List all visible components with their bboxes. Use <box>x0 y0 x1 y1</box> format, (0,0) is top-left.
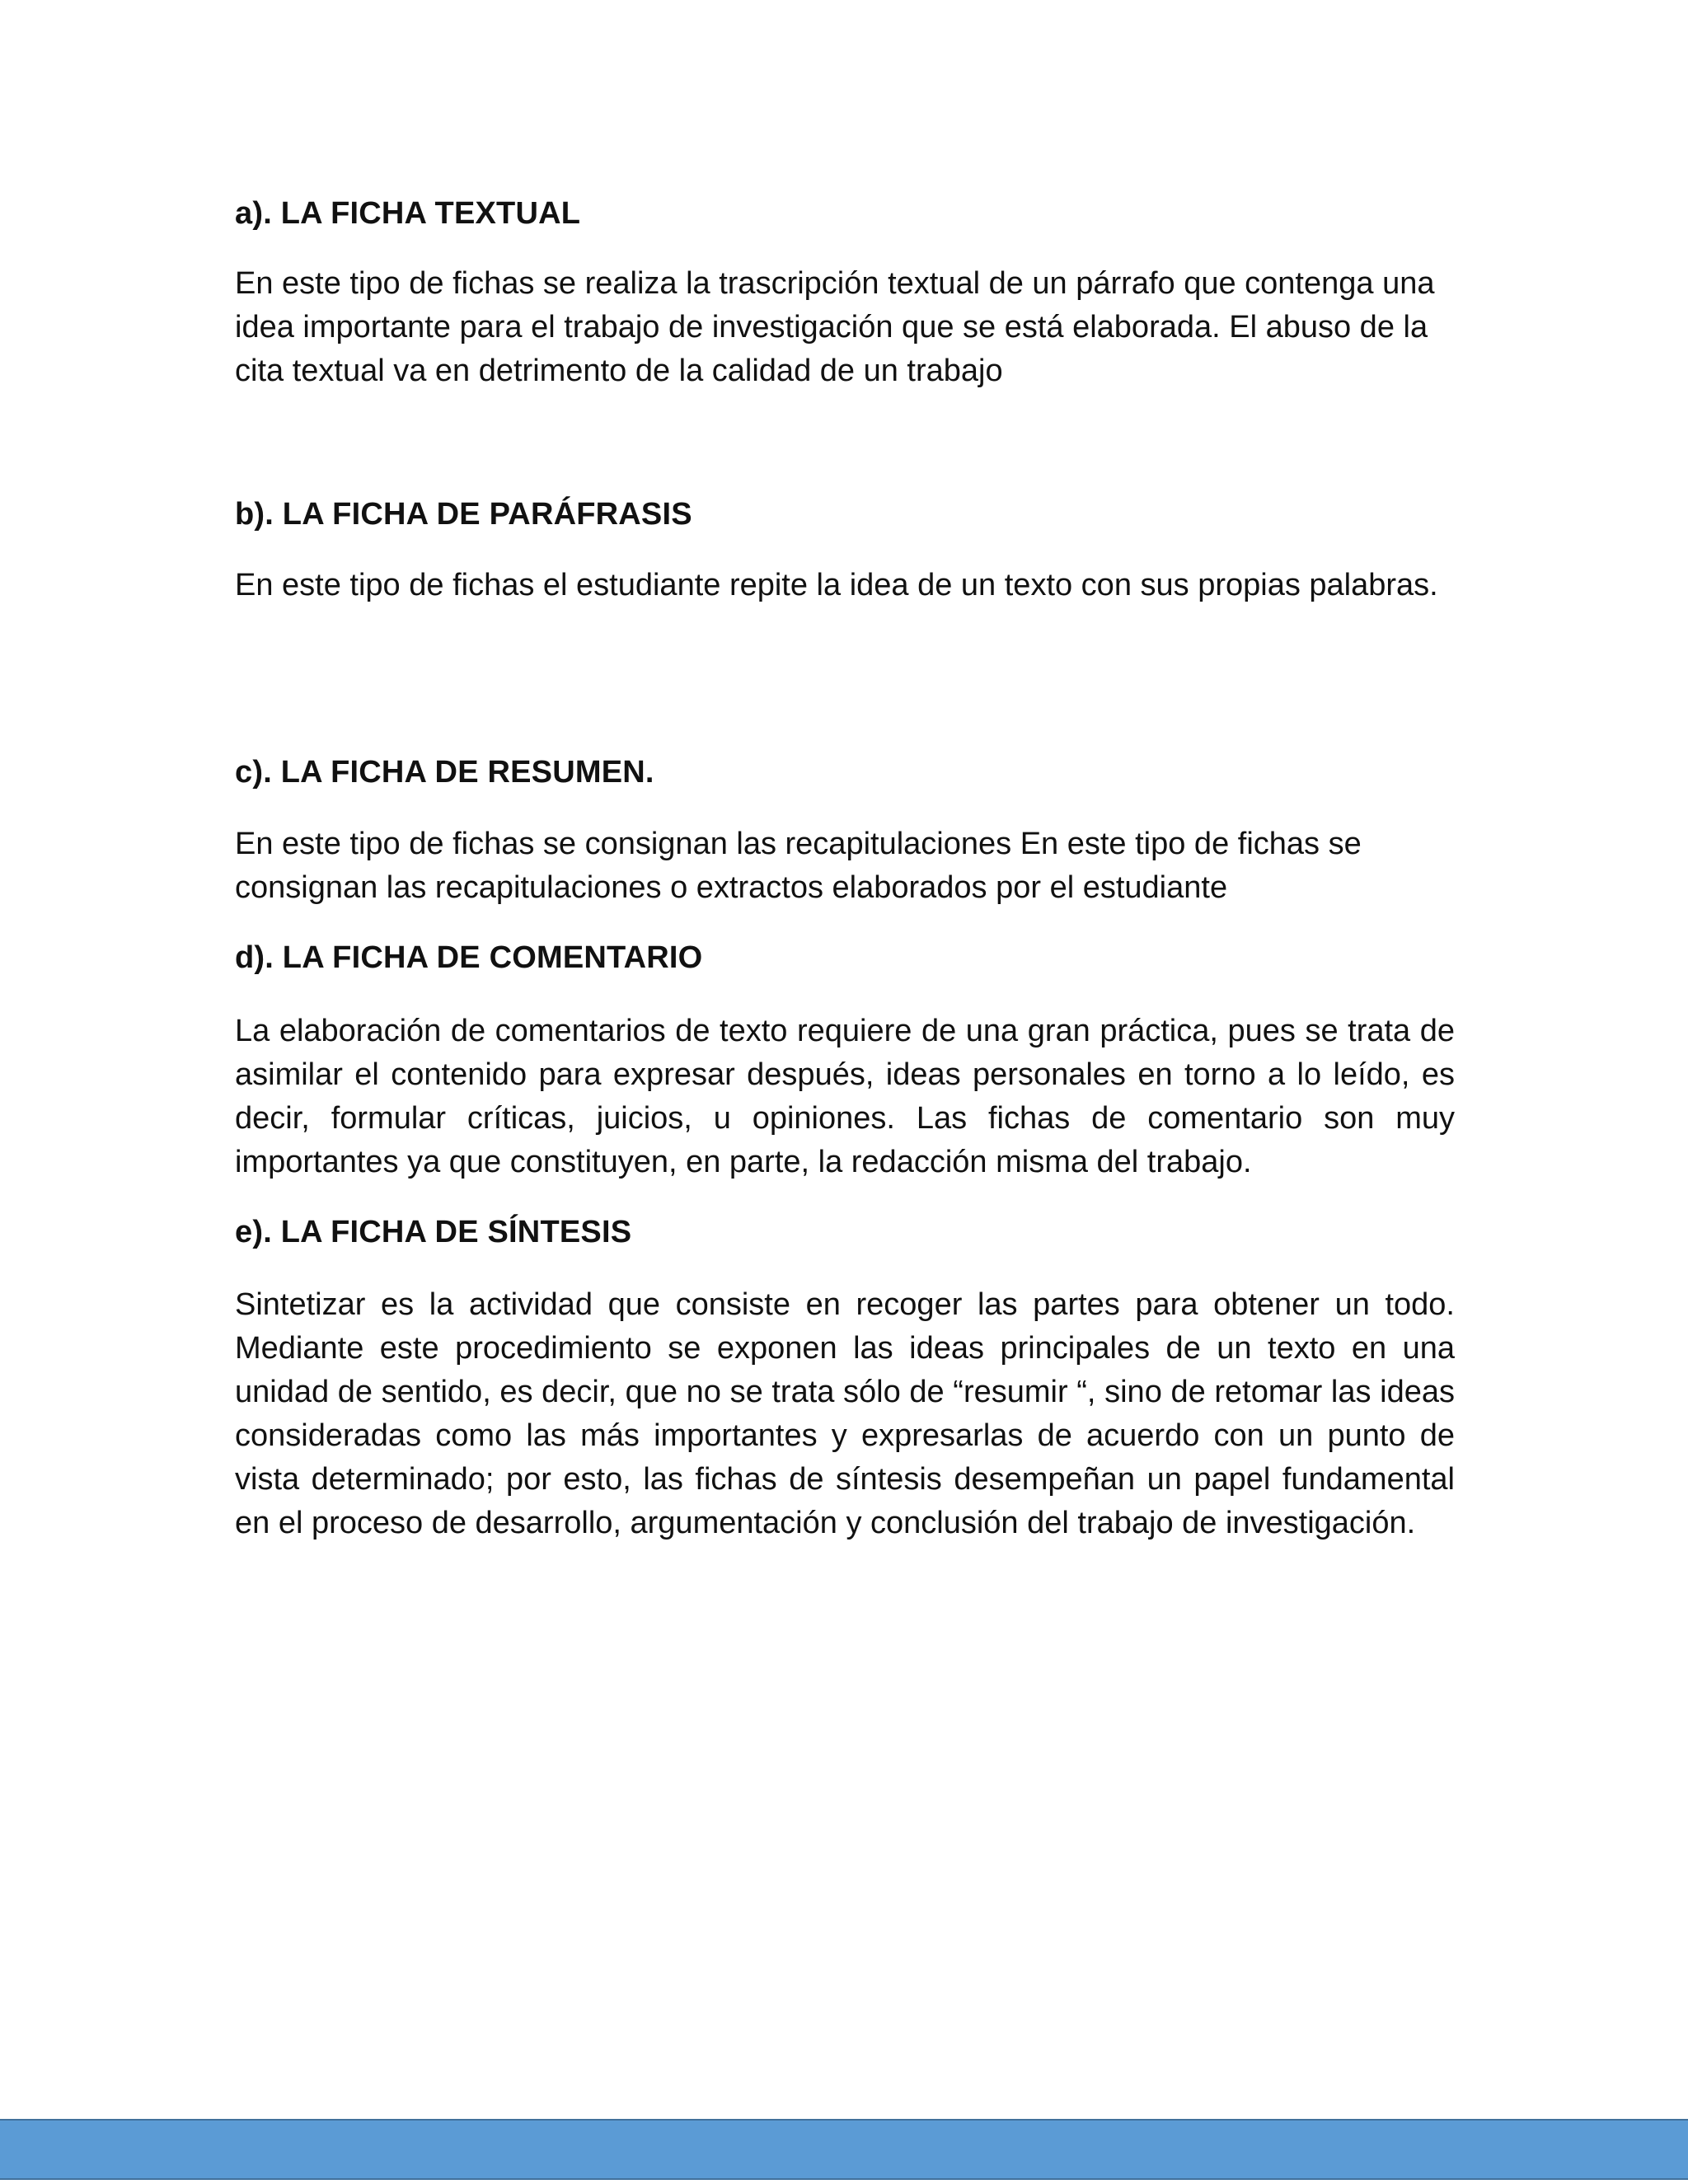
section-paragraph-ficha-textual: En este tipo de fichas se realiza la trascripción textual de un párrafo que contenga una idea importante para el trabajo de investigación que se está elaborada. El abuso de la cita textual va en detrimento de la calidad de un trabajo <box>235 266 1435 388</box>
section-paragraph-ficha-resumen: En este tipo de fichas se consignan las recapitulaciones En este tipo de fichas se consignan las recapitulaciones o extractos elaborados por el estudiante <box>235 827 1362 905</box>
section-heading-ficha-parafrasis: b). LA FICHA DE PARÁFRASIS <box>235 497 692 532</box>
section-heading-ficha-textual: a). LA FICHA TEXTUAL <box>235 196 581 231</box>
section-paragraph-ficha-parafrasis: En este tipo de fichas el estudiante repite la idea de un texto con sus propias palabras. <box>235 568 1438 602</box>
footer-bar <box>0 2119 1688 2180</box>
section-heading-ficha-sintesis: e). LA FICHA DE SÍNTESIS <box>235 1215 632 1249</box>
section-paragraph-ficha-comentario: La elaboración de comentarios de texto requiere de una gran práctica, pues se trata de asimilar el contenido para expresar después, ideas personales en torno a lo leído, es decir, formular críticas, juicios, u opiniones. Las fichas de comentario son muy importantes ya que constituyen, en parte, la redacción misma del trabajo. <box>235 1014 1455 1179</box>
section-paragraph-ficha-sintesis: Sintetizar es la actividad que consiste en recoger las partes para obtener un todo. Mediante este procedimiento se exponen las ideas principales de un texto en una unidad de sentido, es decir, que no se trata sólo de “resumir “, sino de retomar las ideas consideradas como las más importantes y expresarlas de acuerdo con un punto de vista determinado; por esto, las fichas de síntesis desempeñan un papel fundamental en el proceso de desarrollo, argumentación y conclusión del trabajo de investigación. <box>235 1287 1455 1540</box>
section-heading-ficha-comentario: d). LA FICHA DE COMENTARIO <box>235 940 703 975</box>
section-heading-ficha-resumen: c). LA FICHA DE RESUMEN. <box>235 755 654 790</box>
